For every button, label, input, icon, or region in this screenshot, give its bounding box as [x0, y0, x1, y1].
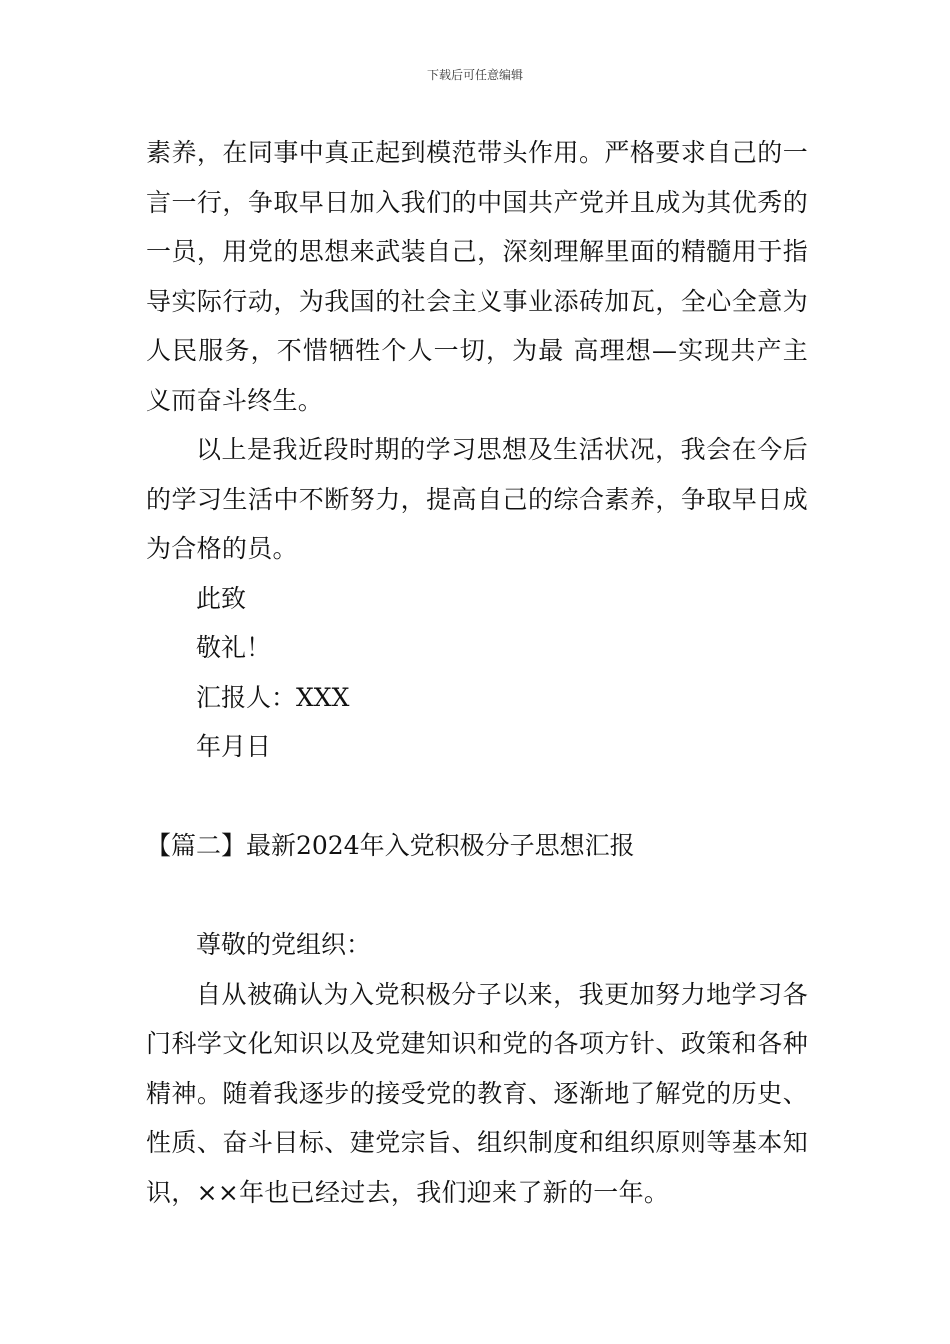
- reporter-line: 汇报人：XXX: [196, 682, 350, 712]
- closing-line-2: 敬礼！: [196, 633, 272, 662]
- paragraph-section2: 自从被确认为入党积极分子以来，我更加努力地学习各门科学文化知识以及党建知识和党的各项方针、政策和各种精神。随着我逐步的接受党的教育、逐渐地了解党的历史、性质、奋斗目标、建党宗旨、组织制度和组织原则等基本知识，××年也已经过去，我们迎来了新的一年。: [146, 979, 808, 1207]
- section2-body: [146, 920, 808, 1217]
- section-title: 【篇二】最新2024年入党积极分子思想汇报: [146, 831, 635, 860]
- date-line: 年月日: [196, 732, 272, 761]
- document-body: [146, 128, 808, 772]
- salutation: 尊敬的党组织：: [196, 930, 372, 959]
- page-header-note: 下载后可任意编辑: [426, 68, 523, 82]
- paragraph-continued: 素养，在同事中真正起到模范带头作用。严格要求自己的一言一行，争取早日加入我们的中国共产党并且成为其优秀的一员，用党的思想来武装自己，深刻理解里面的精髓用于指导实际行动，为我国的社会主义事业添砖加瓦，全心全意为人民服务，不惜牺牲个人一切，为最 高理想—实现共产主义而奋斗终生。: [146, 138, 808, 415]
- paragraph-summary: 以上是我近段时期的学习思想及生活状况，我会在今后的学习生活中不断努力，提高自己的综合素养，争取早日成为合格的员。: [146, 435, 808, 563]
- closing-line-1: 此致: [196, 583, 247, 613]
